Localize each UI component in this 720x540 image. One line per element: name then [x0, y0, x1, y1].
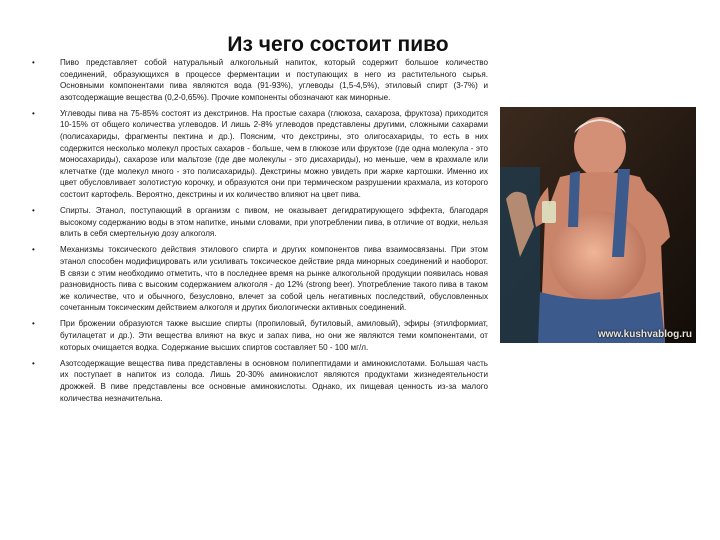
- photo-man-with-beer-belly: [500, 107, 696, 343]
- bullet-marker: •: [32, 206, 35, 216]
- beer-glass-icon: [542, 201, 556, 223]
- list-item: [32, 244, 488, 314]
- bullet-text: Механизмы токсического действия этилового спирта и других компонентов пива взаимосвязаны. При этом этанол способен модифицировать или усиливать токсическое действие ряда минорных соединений и наоборот. В связи с этим необходимо отметить, что в последнее время на рынке алкогольной продукции появилась новая разновидность пива с высоким содержанием алкоголя - до 12% (strong beer). Употребление такого пива в таком же количестве, что и обычного, безусловно, влечет за собой цель негативных последствий, обусловленных сочетанным токсическим действием алкоголя и других биологически активных соединений.: [60, 245, 488, 313]
- bullet-text: Спирты. Этанол, поступающий в организм с пивом, не оказывает дегидратирующего эффекта, благодаря высокому содержанию воды в этом напитке, иными словами, при употреблении пива, в отличие от водки, нельзя влить в себя смертельную дозу алкоголя.: [60, 206, 488, 239]
- list-item: [32, 108, 488, 201]
- list-item: [32, 205, 488, 240]
- list-item: [32, 57, 488, 103]
- bullet-text: Пиво представляет собой натуральный алкогольный напиток, который содержит большое количество соединений, образующихся в процессе ферментации и поступающих в него из растительного сырья. Основными компонентами пива являются вода (91-93%), углеводы (1,5-4,5%), этиловый спирт (3-7%) и азотсодержащие вещества (0,2-0,65%). Прочие компоненты обозначают как минорные.: [60, 58, 488, 102]
- title-text: Из чего состоит пиво: [227, 33, 449, 56]
- bullet-text: При брожении образуются также высшие спирты (пропиловый, бутиловый, амиловый), эфиры (этилформиат, бутилацетат и др.). Эти вещества влияют на вкус и запах пива, но они же являются теми компонентами, от которых очищается водка. Содержание высших спиртов составляет 50 - 100 мг/л.: [60, 319, 488, 352]
- overalls-strap-left: [568, 171, 580, 227]
- list-item: [32, 358, 488, 404]
- bullet-text: Азотсодержащие вещества пива представлены в основном полипептидами и аминокислотами. Большая часть их поступает в напиток из солода. Лишь 20-30% аминокислот являются продуктами жизнедеятельности дрожжей. В пиве представлены все основные аминокислоты. Однако, их пищевая ценность из-за малого количества незначительна.: [60, 358, 488, 403]
- bullet-marker: •: [32, 245, 35, 255]
- bullet-marker: •: [32, 108, 35, 118]
- bullet-marker: •: [32, 58, 35, 67]
- list-item: [32, 318, 488, 353]
- photo-illustration: [500, 107, 696, 343]
- bullet-text: Углеводы пива на 75-85% состоят из декстринов. На простые сахара (глюкоза, сахароза, фруктоза) приходится 10-15% от общего количества углеводов. И лишь 2-8% углеводов представлены другими, сложными сахарами (полисахариды, фрагменты пектина и др.). Поясним, что декстрины, это олигосахариды, то есть в них содержится несколько молекул простых сахаров - больше, чем в глюкозе или фруктозе (где одна молекула - это моносахариды), сахарозе или мальтозе (где две молекулы - это дисахариды), но меньше, чем в крахмале или клетчатке (где молекул много - это полисахариды). Декстрины можно увидеть при жарке картошки. Именно их цвет обусловливает золотистую корочку, и образуются они при термическом разрушении крахмала, из которого состоит картофель. Вероятно, декстрины и их количество влияют на цвет пива.: [60, 108, 488, 200]
- man-belly: [550, 211, 646, 303]
- bullet-marker: •: [32, 358, 35, 368]
- watermark: www.kushvablog.ru: [597, 329, 692, 340]
- bullet-marker: •: [32, 319, 35, 329]
- slide-title: [0, 33, 720, 57]
- bullet-list: [32, 57, 488, 409]
